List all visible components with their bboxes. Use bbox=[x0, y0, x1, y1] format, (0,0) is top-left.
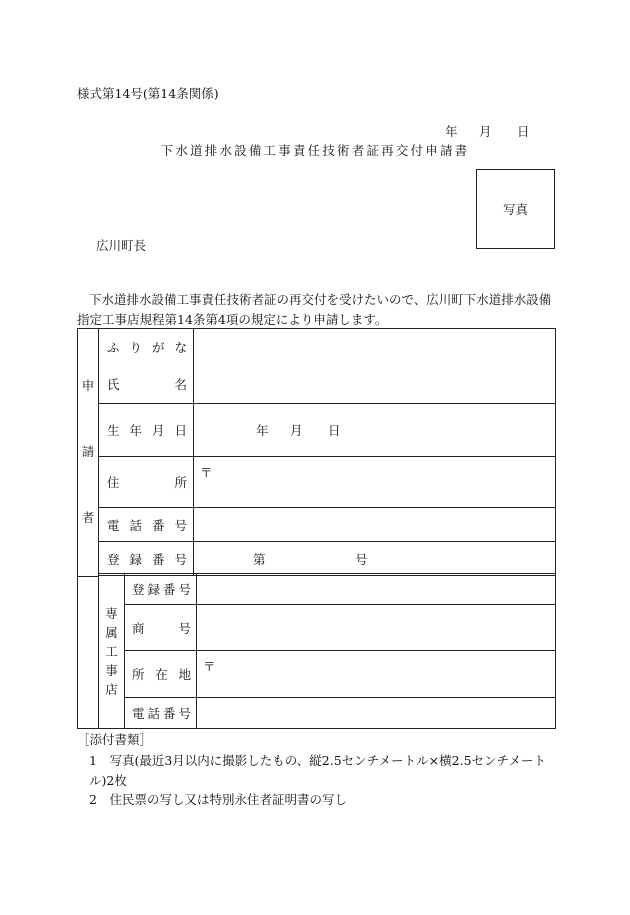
form-number: 様式第14号(第14条関係) bbox=[77, 86, 219, 101]
name-value-cell[interactable] bbox=[194, 329, 556, 404]
registration-value-cell[interactable]: 第 号 bbox=[194, 542, 556, 576]
document-title: 下水道排水設備工事責任技術者証再交付申請書 bbox=[160, 143, 470, 158]
applicant-side-continued bbox=[78, 574, 99, 729]
furigana-name-label: ふ り が な 氏 名 bbox=[99, 329, 194, 404]
shop-phone-label: 電 話 番 号 bbox=[125, 698, 197, 729]
registration-label: 登 録 番 号 bbox=[99, 542, 194, 576]
shop-registration-value-cell[interactable] bbox=[197, 574, 556, 605]
location-value-cell[interactable] bbox=[197, 651, 556, 698]
phone-value-cell[interactable] bbox=[194, 508, 556, 542]
shop-registration-label: 登 録 番 号 bbox=[125, 574, 197, 605]
trade-name-value-cell[interactable] bbox=[197, 605, 556, 651]
intro-text: 下水道排水設備工事責任技術者証の再交付を受けたいので、広川町下水道排水設備指定工事店規程第14条第4項の規定により申請します。 bbox=[77, 292, 552, 327]
address-label: 住 所 bbox=[99, 457, 194, 508]
application-table bbox=[77, 328, 556, 577]
location-label: 所 在 地 bbox=[125, 651, 197, 698]
photo-label: 写真 bbox=[502, 202, 528, 217]
side-char-1: 申 bbox=[81, 378, 95, 394]
date-year: 年 bbox=[445, 124, 458, 139]
attachment-item-1: 1 写真(最近3月以内に撮影したもの、縦2.5センチメートル×横2.5センチメートル)2枚 bbox=[89, 753, 547, 788]
birthdate-value-cell[interactable]: 年 月 日 bbox=[194, 404, 556, 457]
shop-side-label: 専 属 工 事 店 bbox=[99, 574, 125, 729]
exclusive-shop-table bbox=[77, 573, 556, 729]
addressee: 広川町長 bbox=[96, 238, 147, 253]
applicant-side-label bbox=[78, 329, 99, 577]
date-line bbox=[445, 122, 530, 140]
side-char-3: 者 bbox=[81, 510, 95, 526]
shop-postal-mark: 〒 bbox=[203, 659, 216, 674]
shop-phone-value-cell[interactable] bbox=[197, 698, 556, 729]
date-day: 日 bbox=[517, 124, 530, 139]
attachment-item-2: 2 住民票の写し又は特別永住者証明書の写し bbox=[89, 792, 347, 807]
postal-mark: 〒 bbox=[200, 465, 213, 480]
phone-label: 電 話 番 号 bbox=[99, 508, 194, 542]
address-value-cell[interactable] bbox=[194, 457, 556, 508]
trade-name-label: 商 号 bbox=[125, 605, 197, 651]
side-char-2: 請 bbox=[81, 444, 95, 460]
attachments-heading: ［添付書類］ bbox=[77, 732, 153, 747]
date-month: 月 bbox=[479, 124, 492, 139]
birthdate-label: 生 年 月 日 bbox=[99, 404, 194, 457]
photo-box bbox=[476, 169, 555, 249]
